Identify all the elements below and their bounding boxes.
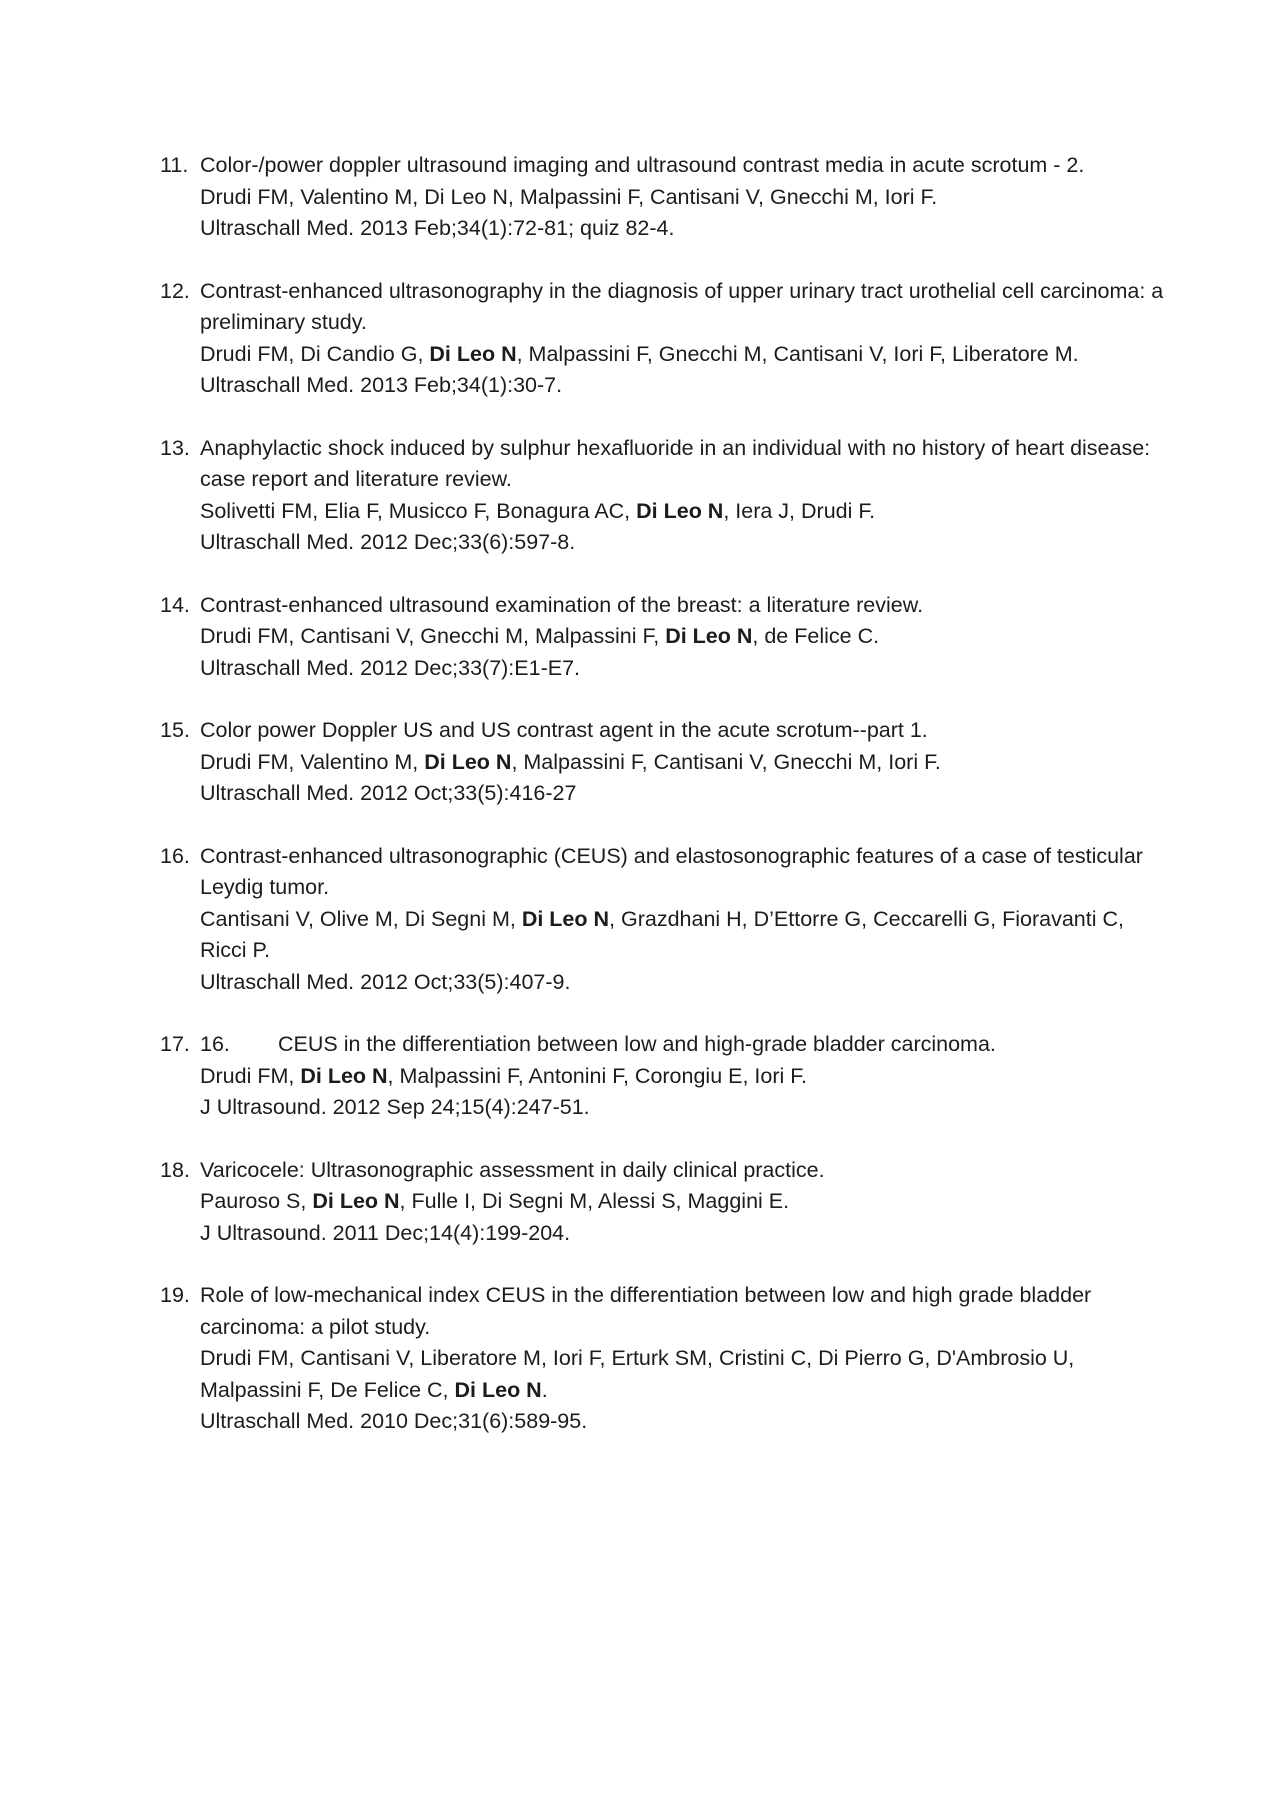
reference-number: 15. (160, 718, 190, 742)
reference-title: 16. CEUS in the differentiation between low and high-grade bladder carcinoma. (200, 1029, 1170, 1061)
highlighted-author: Di Leo N (665, 624, 753, 648)
reference-authors: Drudi FM, Cantisani V, Liberatore M, Iori F, Erturk SM, Cristini C, Di Pierro G, D'Ambrosio U, Malpassini F, De Felice C, Di Leo N. (200, 1346, 1075, 1402)
reference-item (160, 841, 1170, 999)
reference-item (160, 1029, 1170, 1124)
reference-title: Role of low-mechanical index CEUS in the differentiation between low and high grade bladder carcinoma: a pilot study. (200, 1283, 1092, 1339)
highlighted-author: Di Leo N (300, 1063, 388, 1088)
reference-number: 11. (160, 153, 189, 177)
highlighted-author: Di Leo N (636, 498, 724, 523)
highlighted-author: Di Leo N (521, 906, 610, 931)
reference-title: Color power Doppler US and US contrast agent in the acute scrotum--part 1. (200, 718, 928, 742)
reference-journal: J Ultrasound. 2011 Dec;14(4):199-204. (200, 1220, 571, 1245)
highlighted-author: Di Leo N (454, 1377, 542, 1402)
reference-journal: J Ultrasound. 2012 Sep 24;15(4):247-51. (200, 1095, 590, 1119)
highlighted-author: Di Leo N (429, 341, 517, 366)
reference-journal: Ultraschall Med. 2012 Dec;33(6):597-8. (200, 530, 576, 554)
reference-item (160, 1155, 1170, 1250)
reference-title: Contrast-enhanced ultrasonographic (CEUS) and elastosonographic features of a case of testicular Leydig tumor. (200, 843, 1143, 899)
reference-authors: Cantisani V, Olive M, Di Segni M, Di Leo N, Grazdhani H, D’Ettorre G, Ceccarelli G, Fioravanti C, Ricci P. (200, 906, 1124, 962)
reference-item (160, 590, 1170, 685)
reference-journal: Ultraschall Med. 2010 Dec;31(6):589-95. (200, 1409, 588, 1433)
reference-number: 16. (160, 843, 190, 868)
reference-journal: Ultraschall Med. 2012 Dec;33(7):E1-E7. (200, 655, 581, 680)
reference-journal: Ultraschall Med. 2013 Feb;34(1):72-81; quiz 82-4. (200, 216, 675, 240)
reference-item (160, 433, 1170, 559)
reference-authors: Drudi FM, Cantisani V, Gnecchi M, Malpassini F, Di Leo N, de Felice C. (200, 624, 880, 648)
reference-title: Color-/power doppler ultrasound imaging and ultrasound contrast media in acute scrotum - 2. (200, 153, 1085, 177)
reference-number: 17. (160, 1032, 190, 1056)
reference-title: Anaphylactic shock induced by sulphur hexafluoride in an individual with no history of heart disease: case report and literature review. (200, 435, 1151, 491)
reference-number: 13. (160, 435, 190, 460)
reference-authors: Pauroso S, Di Leo N, Fulle I, Di Segni M, Alessi S, Maggini E. (200, 1189, 790, 1213)
reference-title: Contrast-enhanced ultrasonography in the diagnosis of upper urinary tract urothelial cell carcinoma: a preliminary study. (200, 278, 1164, 334)
reference-item (160, 150, 1170, 245)
reference-item (160, 1280, 1170, 1438)
reference-number: 19. (160, 1283, 190, 1307)
reference-item (160, 276, 1170, 402)
reference-authors: Solivetti FM, Elia F, Musicco F, Bonagura AC, Di Leo N, Iera J, Drudi F. (200, 498, 876, 523)
reference-authors: Drudi FM, Di Candio G, Di Leo N, Malpassini F, Gnecchi M, Cantisani V, Iori F, Liberatore M. (200, 341, 1079, 366)
reference-number: 18. (160, 1157, 190, 1182)
highlighted-author: Di Leo N (312, 1189, 400, 1213)
reference-number: 12. (160, 278, 190, 303)
highlighted-author: Di Leo N (424, 749, 512, 774)
reference-journal: Ultraschall Med. 2013 Feb;34(1):30-7. (200, 373, 563, 397)
reference-sub-number: 16. (200, 1032, 230, 1056)
reference-journal: Ultraschall Med. 2012 Oct;33(5):416-27 (200, 781, 577, 805)
reference-list (160, 150, 1170, 1469)
reference-number: 14. (160, 592, 190, 617)
reference-journal: Ultraschall Med. 2012 Oct;33(5):407-9. (200, 969, 571, 994)
reference-title: Contrast-enhanced ultrasound examination of the breast: a literature review. (200, 592, 924, 617)
reference-authors: Drudi FM, Di Leo N, Malpassini F, Antonini F, Corongiu E, Iori F. (200, 1063, 807, 1088)
reference-authors: Drudi FM, Valentino M, Di Leo N, Malpassini F, Cantisani V, Gnecchi M, Iori F. (200, 749, 941, 774)
reference-authors: Drudi FM, Valentino M, Di Leo N, Malpassini F, Cantisani V, Gnecchi M, Iori F. (200, 184, 938, 209)
reference-item (160, 715, 1170, 810)
reference-title: Varicocele: Ultrasonographic assessment in daily clinical practice. (200, 1157, 825, 1182)
